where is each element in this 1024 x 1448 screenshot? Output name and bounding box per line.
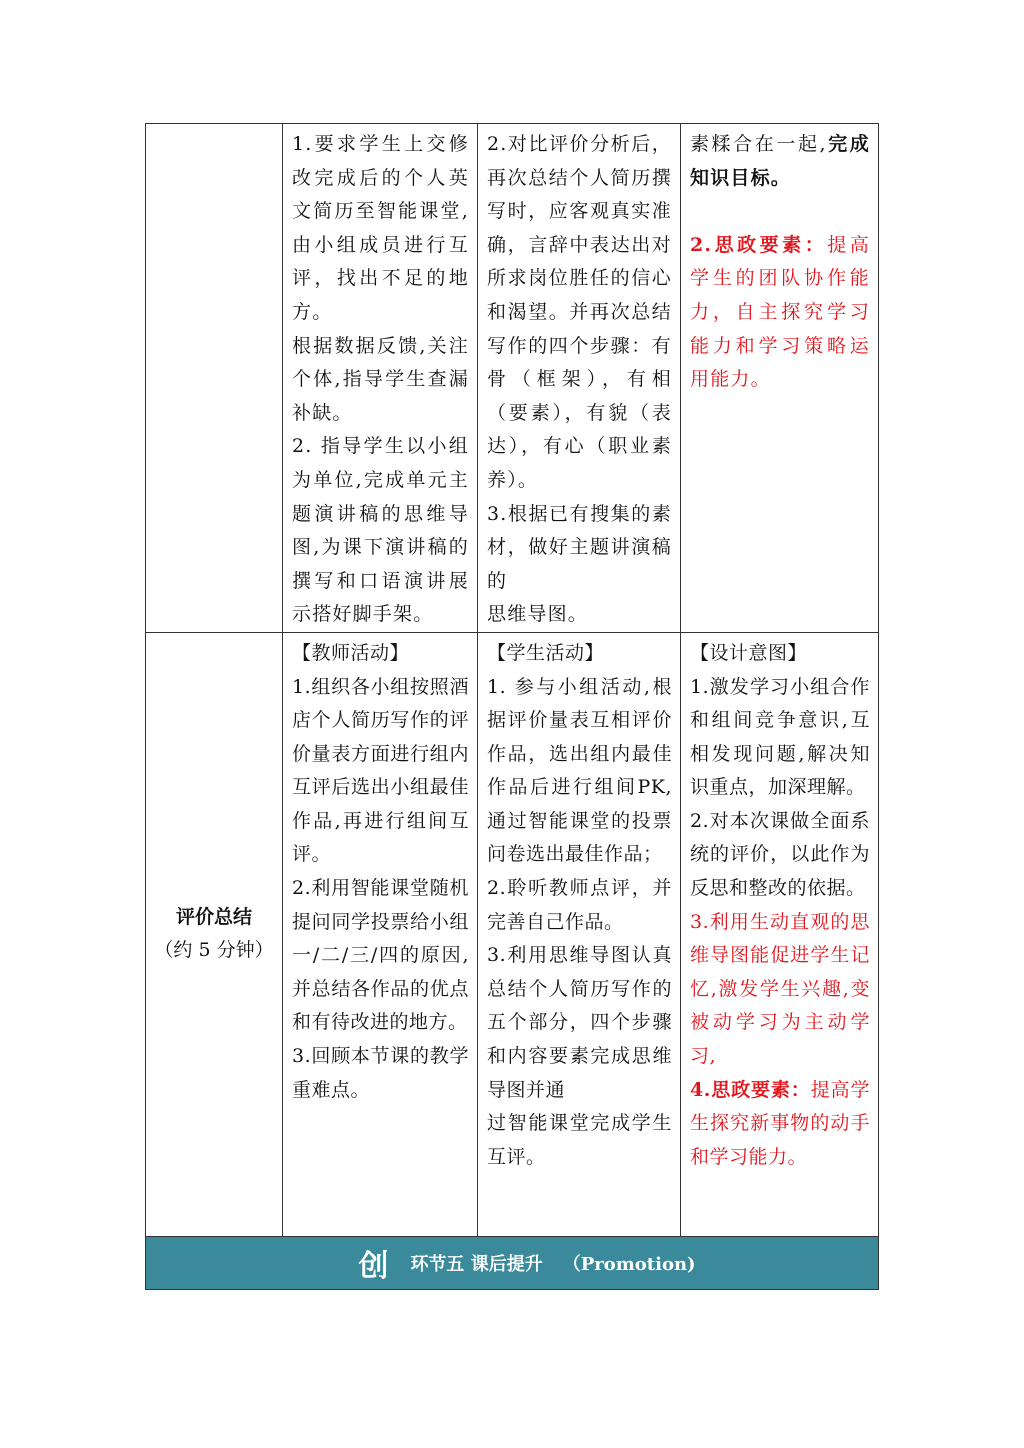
design-intent-cell — [681, 632, 879, 1236]
student-item-2: 2.聆听教师点评，并完善自己作品。 — [487, 877, 672, 933]
table-row-evaluation — [146, 632, 879, 1236]
design-para-1 — [690, 128, 870, 195]
stage-char: 创 — [358, 1248, 389, 1284]
design-item-4 — [690, 1074, 870, 1175]
design-para-1-bold: 完成知识目标。 — [690, 133, 870, 189]
stage-name: 环节五 课后提升 — [410, 1253, 543, 1275]
teacher-activity-cell — [283, 632, 478, 1236]
table-row-banner — [146, 1236, 879, 1289]
student-item-1: 1. 参与小组活动,根据评价量表互相评价作品，选出组内最佳作品后进行组间PK,通过智能课堂的投票问卷选出最佳作品； — [487, 675, 672, 866]
table-row-continued — [146, 124, 879, 633]
student-activity-cell — [478, 124, 681, 633]
stage-time: （约 5 分钟） — [154, 939, 274, 962]
teacher-header: 【教师活动】 — [292, 641, 410, 664]
student-header: 【学生活动】 — [487, 641, 605, 664]
design-item-4-text: 提高学生探究新事物的动手和学习能力。 — [690, 1078, 870, 1168]
design-header: 【设计意图】 — [690, 641, 808, 664]
student-activity-cell — [478, 632, 681, 1236]
design-intent-cell — [681, 124, 879, 633]
teacher-activity-cell — [283, 124, 478, 633]
student-item-2: 2.对比评价分析后，再次总结个人简历撰写时，应客观真实准确，言辞中表达出对所求岗位胜任的信心和渴望。并再次总结写作的四个步骤：有骨（框架），有相（要素），有貌（表达），有心（职业素养）。 — [487, 133, 672, 491]
teacher-item-1: 1.要求学生上交修改完成后的个人英文简历至智能课堂,由小组成员进行互评，找出不足的地方。 — [292, 133, 469, 323]
stage-banner — [146, 1236, 879, 1289]
stage-title: 评价总结 — [175, 906, 252, 929]
student-item-3-cont: 思维导图。 — [487, 603, 589, 626]
student-item-3-cont: 过智能课堂完成学生互评。 — [487, 1112, 672, 1168]
stage-english: （Promotion) — [562, 1253, 696, 1275]
ideology-label: 4.思政要素： — [690, 1078, 811, 1101]
student-item-3: 3.根据已有搜集的素材，做好主题讲演稿的 — [487, 502, 672, 592]
design-item-2: 2.对本次课做全面系统的评价，以此作为反思和整改的依据。 — [690, 809, 870, 900]
teacher-item-2: 2. 指导学生以小组为单位,完成单元主题演讲稿的思维导图,为课下演讲稿的撰写和口语演讲展示搭好脚手架。 — [292, 435, 469, 626]
design-para-2-text: 提高学生的团队协作能力，自主探究学习能力和学习策略运用能力。 — [690, 233, 870, 391]
teacher-item-3: 3.回顾本节课的教学重难点。 — [292, 1045, 469, 1101]
student-item-3: 3.利用思维导图认真总结个人简历写作的五个部分，四个步骤和内容要素完成思维导图并通 — [487, 944, 672, 1101]
lesson-plan-table — [145, 123, 879, 1290]
teacher-item-1: 1.组织各小组按照酒店个人简历写作的评价量表方面进行组内互评后选出小组最佳作品,再进行组间互评。 — [292, 675, 469, 866]
stage-label-cell — [146, 632, 283, 1236]
design-para-1-text: 素糅合在一起, — [690, 133, 827, 155]
teacher-item-2: 2.利用智能课堂随机提问同学投票给小组一/二/三/四的原因,并总结各作品的优点和有待改进的地方。 — [292, 877, 469, 1034]
design-item-3: 3.利用生动直观的思维导图能促进学生记忆,激发学生兴趣,变被动学习为主动学习, — [690, 910, 870, 1068]
stage-label-cell-empty — [146, 124, 283, 633]
teacher-item-note: 根据数据反馈,关注个体,指导学生查漏补缺。 — [292, 334, 469, 424]
design-item-1: 1.激发学习小组合作和组间竞争意识,互相发现问题,解决知识重点，加深理解。 — [690, 675, 870, 799]
ideology-label: 2.思政要素： — [690, 233, 828, 256]
design-para-2 — [690, 229, 870, 397]
